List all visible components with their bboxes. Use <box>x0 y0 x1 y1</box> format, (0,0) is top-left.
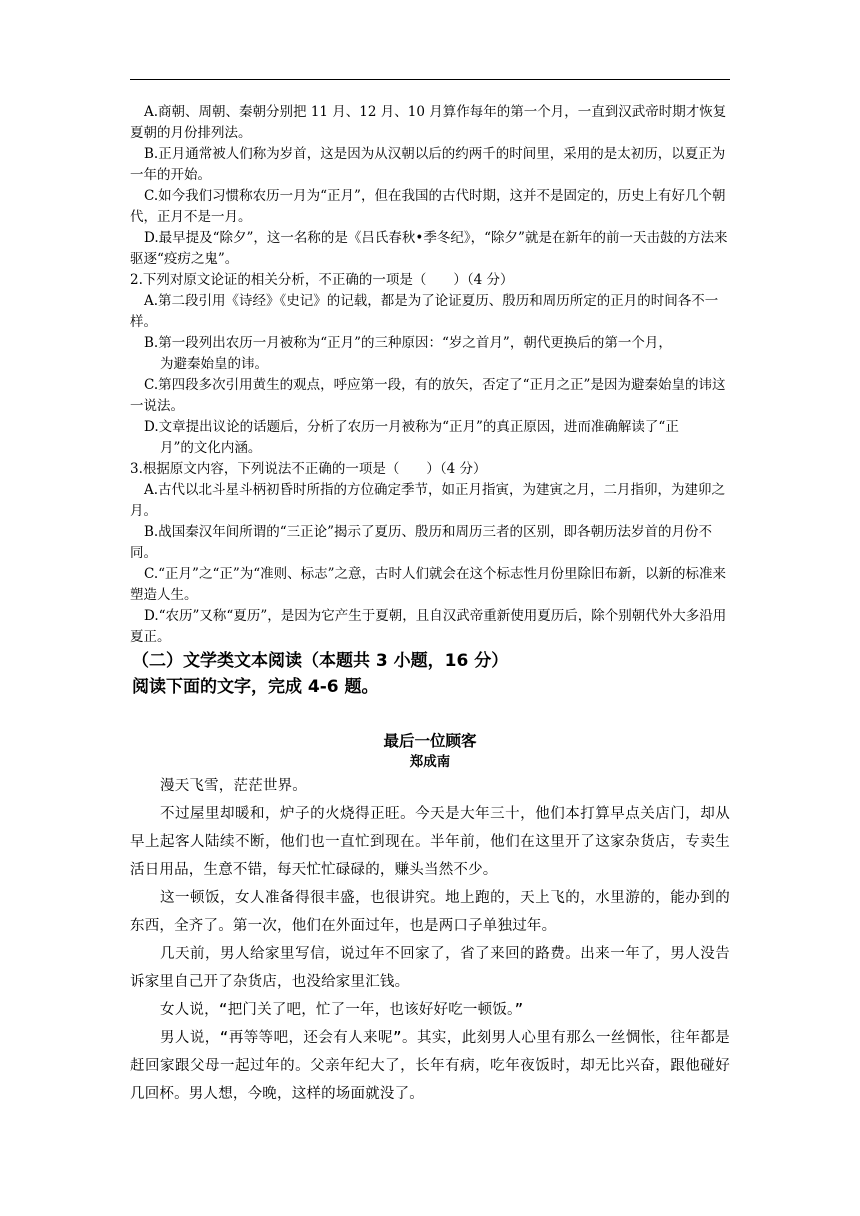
header-rule <box>130 79 730 80</box>
exam-page <box>130 102 730 1108</box>
q3-option-d: D.“农历”又称“夏历”，是因为它产生于夏朝，且自汉武帝重新使用夏历后，除个别朝代外大多沿用夏正。 <box>130 608 727 645</box>
story-author: 郑成南 <box>409 754 451 770</box>
q2-option-a: A.第二段引用《诗经》《史记》的记载，都是为了论证夏历、殷历和周历所定的正月的时间各不一样。 <box>130 293 719 330</box>
q1-option-d: D.最早提及“除夕”，这一名称的是《吕氏春秋•季冬纪》，“除夕”就是在新年的前一天击鼓的方法来驱逐“疫疠之鬼”。 <box>130 230 728 267</box>
story-paragraph: 漫天飞雪，茫茫世界。 <box>160 778 307 794</box>
q3-stem: 3.根据原文内容，下列说法不正确的一项是（ ）（4 分） <box>130 461 487 477</box>
story-title: 最后一位顾客 <box>383 732 477 750</box>
q2-option-d-cont: 月”的文化内涵。 <box>160 440 262 456</box>
q2-option-d: D.文章提出议论的话题后，分析了农历一月被称为“正月”的真正原因，进而准确解读了“正 <box>144 419 679 435</box>
q2-option-b-cont: 为避秦始皇的讳。 <box>160 356 268 372</box>
q2-stem: 2.下列对原文论证的相关分析，不正确的一项是（ ）（4 分） <box>130 272 514 288</box>
section-heading: （二）文学类文本阅读（本题共 3 小题，16 分） <box>132 651 509 671</box>
section-instruction: 阅读下面的文字，完成 4-6 题。 <box>132 677 379 697</box>
q1-option-c: C.如今我们习惯称农历一月为“正月”，但在我国的古代时期，这并不是固定的，历史上有好几个朝代，正月不是一月。 <box>130 188 726 225</box>
story-paragraph: 女人说，“把门关了吧，忙了一年，也该好好吃一顿饭。” <box>160 1002 524 1018</box>
q1-option-a: A.商朝、周朝、秦朝分别把 11 月、12 月、10 月算作每年的第一个月，一直到汉武帝时期才恢复夏朝的月份排列法。 <box>130 104 727 141</box>
q3-option-b: B.战国秦汉年间所谓的“三正论”揭示了夏历、殷历和周历三者的区别，即各朝历法岁首的月份不同。 <box>130 524 713 561</box>
story-paragraph: 男人说，“再等等吧，还会有人来呢”。其实，此刻男人心里有那么一丝惆怅，往年都是赶回家跟父母一起过年的。父亲年纪大了，长年有病，吃年夜饭时，却无比兴奋，跟他碰好几回杯。男人想，今晚，这样的场面就没了。 <box>130 1030 730 1102</box>
q2-option-b: B.第一段列出农历一月被称为“正月”的三种原因：“岁之首月”，朝代更换后的第一个月， <box>144 335 672 351</box>
story-paragraph: 这一顿饭，女人准备得很丰盛，也很讲究。地上跑的，天上飞的，水里游的，能办到的东西，全齐了。第一次，他们在外面过年，也是两口子单独过年。 <box>130 890 730 934</box>
story-paragraph: 不过屋里却暖和，炉子的火烧得正旺。今天是大年三十，他们本打算早点关店门，却从早上起客人陆续不断，他们也一直忙到现在。半年前，他们在这里开了这家杂货店，专卖生活日用品，生意不错，每天忙忙碌碌的，赚头当然不少。 <box>130 806 730 878</box>
story-paragraph: 几天前，男人给家里写信，说过年不回家了，省了来回的路费。出来一年了，男人没告诉家里自己开了杂货店，也没给家里汇钱。 <box>130 946 730 990</box>
q3-option-c: C.“正月”之“正”为“准则、标志”之意，古时人们就会在这个标志性月份里除旧布新，以新的标准来塑造人生。 <box>130 566 727 603</box>
q3-option-a: A.古代以北斗星斗柄初昏时所指的方位确定季节，如正月指寅，为建寅之月，二月指卯，为建卯之月。 <box>130 482 726 519</box>
q2-option-c: C.第四段多次引用黄生的观点，呼应第一段，有的放矢，否定了“正月之正”是因为避秦始皇的讳这一说法。 <box>130 377 726 414</box>
q1-option-b: B.正月通常被人们称为岁首，这是因为从汉朝以后的约两千的时间里，采用的是太初历，以夏正为一年的开始。 <box>130 146 726 183</box>
